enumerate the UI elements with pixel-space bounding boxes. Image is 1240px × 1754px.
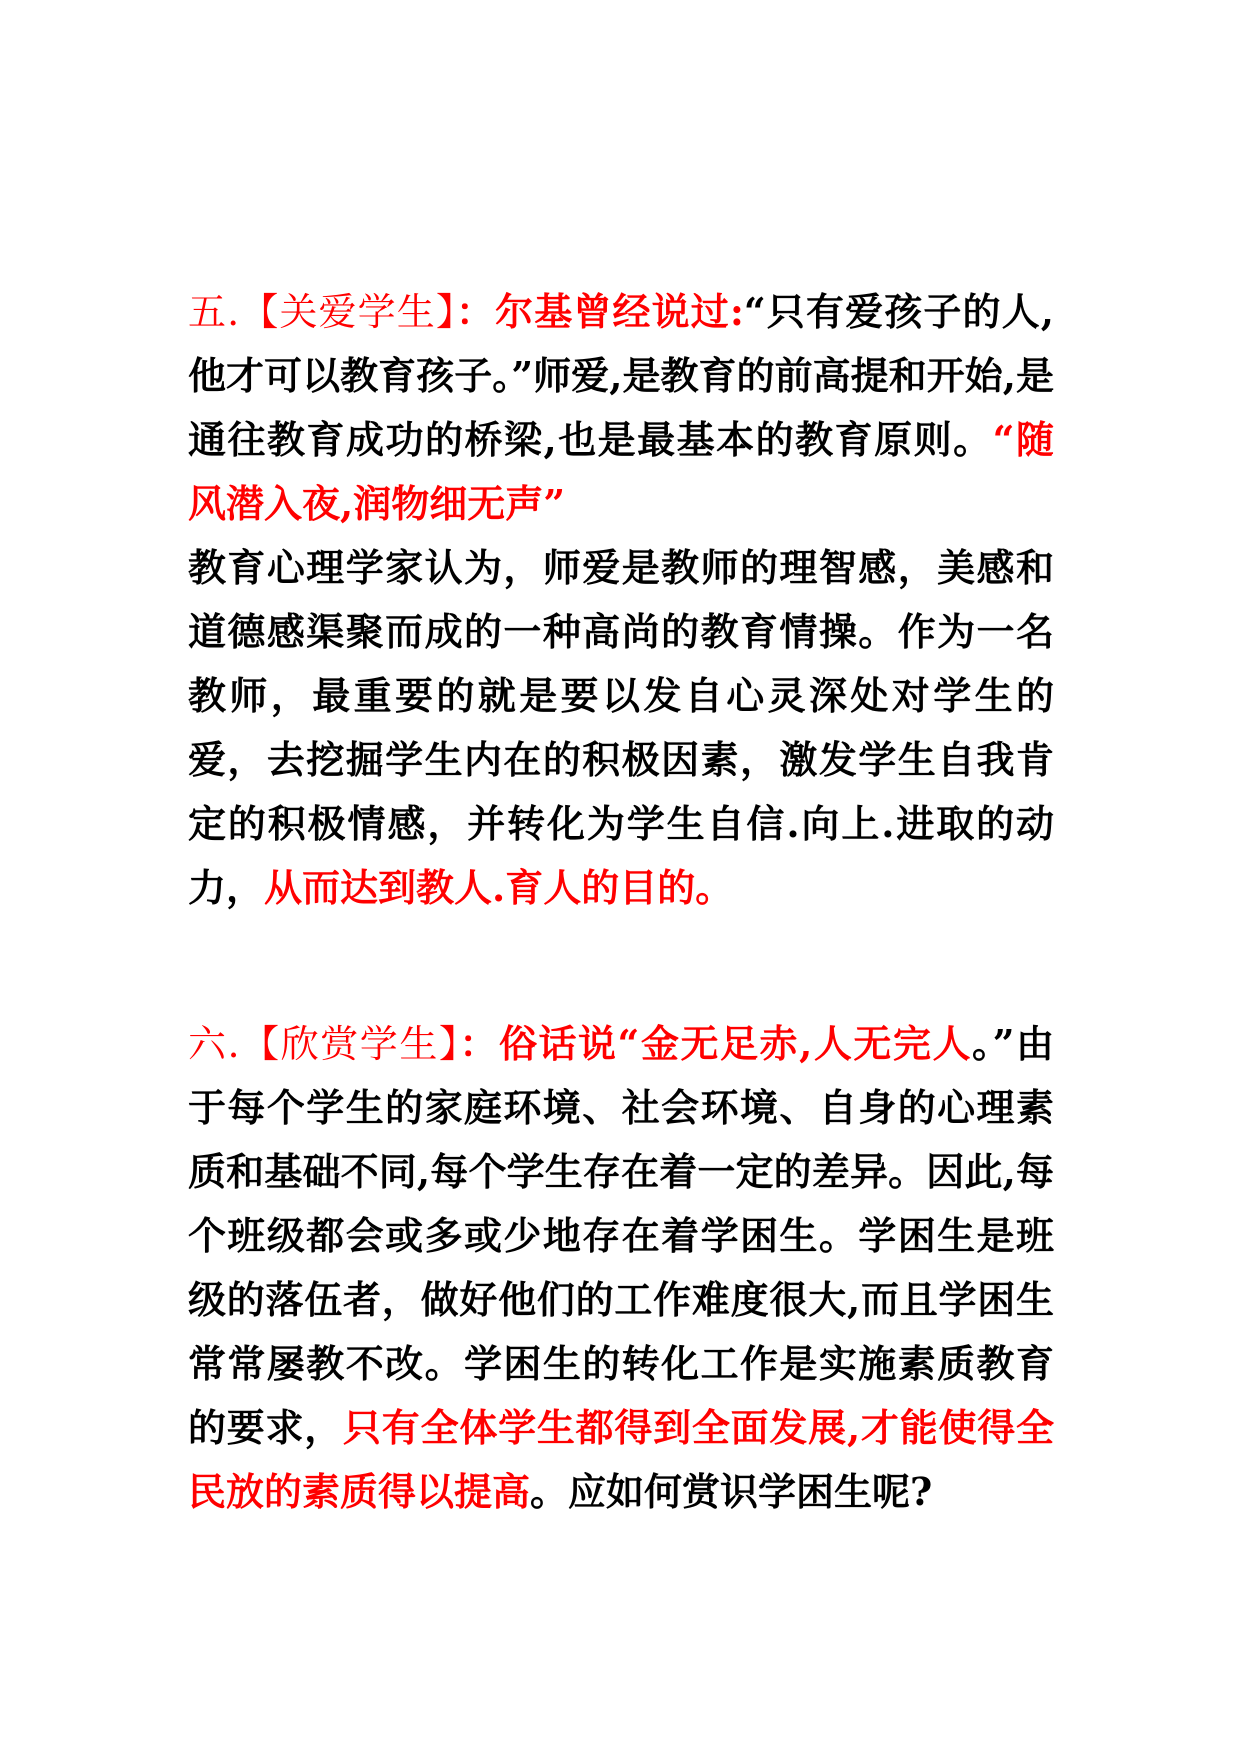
section-spacer (188, 920, 1054, 1012)
section-6-paragraph (188, 1012, 1054, 1524)
section-6-highlight: 只有全体学生都得到全面发展,才能使得全民放的素质得以提高 (188, 1405, 1054, 1514)
section-6-title: 【欣赏学生】 (239, 1022, 460, 1066)
section-5-body: 师爱,是教育的前高提和开始,是通往教育成功的桥梁,也是最基本的教育原则。 (188, 353, 1055, 462)
section-5-number: 五. (188, 290, 240, 334)
section-5-paragraph-2 (188, 536, 1054, 920)
section-5-speaker: 尔基曾经说过: (495, 289, 744, 334)
section-5-title: 【关爱学生】 (239, 290, 457, 334)
section-6-lead: 俗话说“金无足赤,人无完人 (498, 1021, 973, 1066)
section-5-quote: “只有爱孩子的人,他才可以教育孩子。” (188, 289, 1054, 398)
section-6-tail: 。应如何赏识学困生呢? (530, 1469, 933, 1514)
document-page (188, 280, 1054, 1524)
section-5-colon: ： (456, 289, 496, 334)
section-5-p2-body: 教育心理学家认为，师爱是教师的理智感，美感和道德感渠聚而成的一种高尚的教育情操。作为一名教师，最重要的就是要以发自心灵深处对学生的爱，去挖掘学生内在的积极因素，激发学生自我肯定的积极情感，并转化为学生自信.向上.进取的动力， (188, 545, 1054, 910)
section-6-body: 由于每个学生的家庭环境、社会环境、自身的心理素质和基础不同,每个学生存在着一定的差异。因此,每个班级都会或多或少地存在着学困生。学困生是班级的落伍者，做好他们的工作难度很大,而且学困生常常屡教不改。学困生的转化工作是实施素质教育的要求， (188, 1021, 1054, 1450)
section-6-number: 六. (188, 1022, 240, 1066)
section-5-p2-highlight: 从而达到教人.育人的目的。 (264, 865, 734, 910)
section-6-lead-end: 。” (972, 1021, 1015, 1066)
section-5-paragraph (188, 280, 1054, 536)
section-6-colon: ： (459, 1021, 499, 1066)
section-5-poem: “随风潜入夜,润物细无声” (188, 417, 1055, 526)
